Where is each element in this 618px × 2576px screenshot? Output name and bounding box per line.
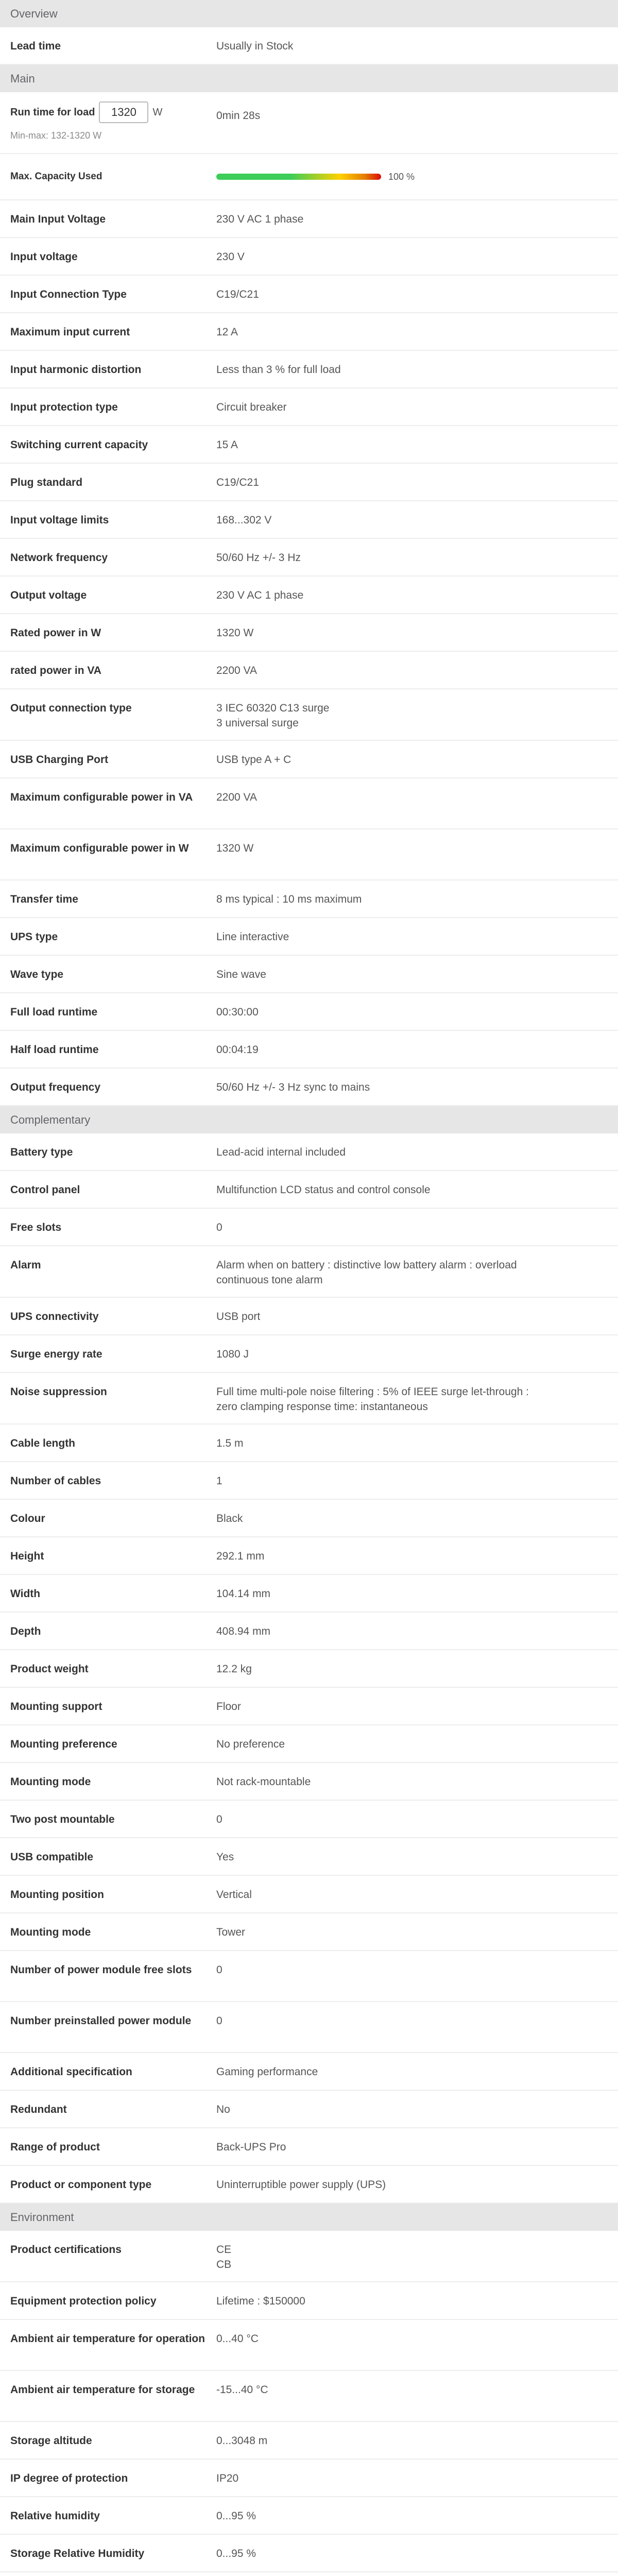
spec-value (216, 2231, 618, 2281)
spec-row (0, 2572, 618, 2576)
spec-label: Alarm (10, 1259, 41, 1271)
spec-label: Input voltage limits (10, 514, 109, 526)
spec-value (216, 1913, 618, 1949)
spec-label: Storage altitude (10, 2435, 92, 2447)
spec-value-line: 12 A (216, 326, 238, 338)
section-header: Overview (0, 0, 618, 27)
capacity-bar-fill (216, 174, 381, 180)
capacity-percent: 100 % (388, 171, 415, 182)
spec-row (0, 1876, 618, 1913)
spec-value-line: CB (216, 2259, 232, 2270)
spec-value (216, 238, 618, 274)
spec-label: Full load runtime (10, 1006, 98, 1018)
spec-value (216, 388, 618, 424)
spec-row (0, 778, 618, 829)
spec-row (0, 1838, 618, 1876)
spec-label: Additional specification (10, 2066, 132, 2078)
spec-label: Two post mountable (10, 1814, 115, 1825)
spec-label: Surge energy rate (10, 1348, 102, 1360)
spec-value (216, 1425, 618, 1460)
spec-value (216, 27, 618, 63)
spec-row (0, 2231, 618, 2282)
spec-value-line: 230 V (216, 251, 245, 263)
spec-value-line: No (216, 2104, 230, 2115)
spec-label: Switching current capacity (10, 439, 148, 451)
spec-label: Transfer time (10, 893, 78, 905)
spec-row (0, 276, 618, 313)
spec-value (216, 1171, 618, 1207)
section-environment (0, 2204, 618, 2576)
spec-value (216, 1069, 618, 1104)
spec-value-line: Circuit breaker (216, 401, 287, 413)
spec-row (0, 652, 618, 689)
spec-value (216, 918, 618, 954)
spec-row (0, 351, 618, 388)
spec-value-line: 1320 W (216, 842, 254, 854)
spec-value (216, 1133, 618, 1169)
spec-value (216, 614, 618, 650)
section-overview (0, 0, 618, 65)
spec-label: Number preinstalled power module (10, 2015, 192, 2027)
spec-label: Width (10, 1588, 41, 1600)
spec-value-line: 3 universal surge (216, 717, 299, 729)
spec-value (216, 1725, 618, 1761)
spec-label: Plug standard (10, 477, 83, 488)
runtime-result: 0min 28s (216, 110, 261, 122)
spec-label: Height (10, 1550, 44, 1562)
spec-label: Half load runtime (10, 1044, 99, 1056)
spec-value-line: 104.14 mm (216, 1588, 271, 1600)
spec-value-line: Vertical (216, 1889, 252, 1901)
spec-row (0, 2422, 618, 2460)
spec-label: Product or component type (10, 2179, 152, 2191)
spec-label: Input harmonic distortion (10, 364, 142, 376)
spec-value-line: 408.94 mm (216, 1625, 271, 1637)
spec-label: Input Connection Type (10, 289, 127, 300)
spec-row (0, 238, 618, 276)
spec-value (216, 2371, 618, 2406)
spec-value-line: 1080 J (216, 1348, 249, 1360)
spec-label: Ambient air temperature for operation (10, 2333, 205, 2345)
spec-label: Battery type (10, 1146, 73, 1158)
spec-value-line: Back-UPS Pro (216, 2141, 286, 2153)
spec-row (0, 2460, 618, 2497)
spec-value-line: 0 (216, 1964, 222, 1976)
spec-value (216, 1209, 618, 1244)
spec-value-line: Lifetime : $150000 (216, 2295, 305, 2307)
spec-value (216, 2320, 618, 2355)
spec-label: Main Input Voltage (10, 213, 106, 225)
spec-value (216, 577, 618, 612)
spec-value-line: Tower (216, 1926, 246, 1938)
spec-value (216, 1763, 618, 1799)
spec-value-line: 1320 W (216, 627, 254, 639)
spec-label: USB compatible (10, 1851, 94, 1863)
spec-value-line: 50/60 Hz +/- 3 Hz sync to mains (216, 1081, 370, 1093)
section-header: Main (0, 65, 618, 92)
spec-value (216, 652, 618, 687)
spec-label: Colour (10, 1513, 45, 1524)
spec-value (216, 1335, 618, 1371)
spec-value (216, 1537, 618, 1573)
spec-value (216, 2091, 618, 2126)
spec-row (0, 426, 618, 464)
runtime-calculator-line (10, 101, 206, 123)
spec-row (0, 27, 618, 65)
spec-value (216, 1373, 618, 1423)
spec-value-line: Gaming performance (216, 2066, 318, 2078)
spec-label: USB Charging Port (10, 754, 109, 766)
spec-value-line: Alarm when on battery : distinctive low battery alarm : overload (216, 1259, 517, 1271)
spec-value-line: 1 (216, 1475, 222, 1487)
spec-row (0, 1298, 618, 1335)
spec-row (0, 1335, 618, 1373)
spec-label: Equipment protection policy (10, 2295, 157, 2307)
spec-label: Mounting mode (10, 1776, 91, 1788)
spec-label: Rated power in W (10, 627, 101, 639)
spec-value (216, 1613, 618, 1648)
spec-row (0, 1031, 618, 1069)
spec-row (0, 1537, 618, 1575)
spec-label: UPS type (10, 931, 58, 943)
spec-label: Maximum configurable power in W (10, 842, 189, 854)
spec-value (216, 993, 618, 1029)
spec-label: Maximum input current (10, 326, 130, 338)
spec-value-line: USB type A + C (216, 754, 291, 766)
spec-row (0, 2320, 618, 2371)
spec-row (0, 1650, 618, 1688)
spec-value-line: 0 (216, 2015, 222, 2027)
spec-row (0, 1575, 618, 1613)
spec-value-line: 0...95 % (216, 2548, 256, 2560)
spec-value (216, 1876, 618, 1911)
spec-value-line: 0 (216, 1222, 222, 1233)
spec-value-line: Line interactive (216, 931, 289, 943)
spec-value-line: CE (216, 2244, 232, 2256)
spec-row (0, 2002, 618, 2053)
spec-value (216, 426, 618, 462)
spec-value-line: zero clamping response time: instantaneous (216, 1401, 428, 1413)
spec-value-line: 0...95 % (216, 2510, 256, 2522)
spec-label: Control panel (10, 1184, 80, 1196)
spec-value (216, 276, 618, 311)
spec-label: Free slots (10, 1222, 62, 1233)
spec-label: Redundant (10, 2104, 67, 2115)
spec-value (216, 2422, 618, 2458)
spec-row (0, 614, 618, 652)
spec-value (216, 2460, 618, 2495)
capacity-label: Max. Capacity Used (10, 171, 102, 182)
spec-value-line: 50/60 Hz +/- 3 Hz (216, 552, 301, 564)
spec-value (216, 1801, 618, 1836)
spec-label: Cable length (10, 1437, 76, 1449)
spec-value (216, 1500, 618, 1535)
spec-row (0, 2497, 618, 2535)
spec-label: Depth (10, 1625, 41, 1637)
spec-label: Number of power module free slots (10, 1964, 192, 1976)
spec-value-line: Multifunction LCD status and control console (216, 1184, 431, 1196)
spec-value (216, 2282, 618, 2318)
spec-row (0, 1500, 618, 1537)
spec-row (0, 1763, 618, 1801)
spec-row (0, 313, 618, 351)
spec-label: Lead time (10, 40, 61, 52)
spec-label (0, 2572, 216, 2576)
spec-label: Network frequency (10, 552, 108, 564)
spec-row (0, 2128, 618, 2166)
spec-value-line: 1.5 m (216, 1437, 244, 1449)
spec-label: Mounting mode (10, 1926, 91, 1938)
spec-row (0, 880, 618, 918)
spec-row (0, 1373, 618, 1425)
spec-row (0, 1246, 618, 1298)
spec-row (0, 1209, 618, 1246)
spec-value-line: No preference (216, 1738, 285, 1750)
spec-value (216, 2497, 618, 2533)
spec-label: Input voltage (10, 251, 78, 263)
spec-row (0, 464, 618, 501)
spec-value (216, 2535, 618, 2570)
spec-label: Range of product (10, 2141, 100, 2153)
spec-row (0, 200, 618, 238)
spec-value (216, 1688, 618, 1723)
spec-value-line: 2200 VA (216, 791, 258, 803)
spec-value-line: Less than 3 % for full load (216, 364, 341, 376)
spec-label: Wave type (10, 969, 64, 980)
spec-value (216, 2572, 618, 2576)
spec-row (0, 577, 618, 614)
spec-label: Storage Relative Humidity (10, 2548, 145, 2560)
spec-row (0, 2371, 618, 2422)
spec-value-line: 00:04:19 (216, 1044, 259, 1056)
spec-value (216, 313, 618, 349)
spec-label: Number of cables (10, 1475, 101, 1487)
spec-label: Input protection type (10, 401, 118, 413)
spec-value-line: continuous tone alarm (216, 1274, 323, 1286)
spec-value-line: USB port (216, 1311, 261, 1323)
spec-row (0, 1688, 618, 1725)
spec-value-line: Lead-acid internal included (216, 1146, 346, 1158)
spec-value-line: Usually in Stock (216, 40, 294, 52)
spec-row (0, 829, 618, 880)
spec-row (0, 1801, 618, 1838)
spec-label: Noise suppression (10, 1386, 107, 1398)
spec-value (216, 778, 618, 814)
spec-row (0, 918, 618, 956)
load-watts-input[interactable] (99, 101, 148, 123)
spec-value-line: Uninterruptible power supply (UPS) (216, 2179, 386, 2191)
runtime-load-label: Run time for load (10, 106, 95, 118)
section-main (0, 65, 618, 1106)
spec-label: Output voltage (10, 589, 87, 601)
spec-value (216, 1298, 618, 1333)
spec-value (216, 2053, 618, 2089)
spec-value-line: 3 IEC 60320 C13 surge (216, 702, 330, 714)
spec-row (0, 539, 618, 577)
spec-value (216, 539, 618, 574)
load-range-hint: Min-max: 132-1320 W (10, 130, 102, 141)
spec-value-line: 292.1 mm (216, 1550, 265, 1562)
spec-row (0, 1425, 618, 1462)
spec-value (216, 1246, 618, 1297)
spec-row (0, 1613, 618, 1650)
spec-value (216, 1951, 618, 1987)
spec-value (216, 2128, 618, 2164)
spec-row (0, 741, 618, 778)
spec-value (216, 956, 618, 991)
spec-row (0, 1462, 618, 1500)
spec-value-line: 0...40 °C (216, 2333, 259, 2345)
capacity-bar (216, 174, 381, 180)
spec-value-line: -15...40 °C (216, 2384, 268, 2396)
spec-value-line: 2200 VA (216, 665, 258, 676)
spec-value (216, 741, 618, 776)
spec-value-line: IP20 (216, 2472, 239, 2484)
spec-label: Output connection type (10, 702, 132, 714)
spec-value-line: 0 (216, 1814, 222, 1825)
load-unit: W (152, 106, 163, 118)
spec-value-line: 0...3048 m (216, 2435, 268, 2447)
spec-value-line: 8 ms typical : 10 ms maximum (216, 893, 362, 905)
spec-value (216, 2166, 618, 2201)
spec-label: Mounting support (10, 1701, 102, 1713)
spec-value (216, 351, 618, 386)
spec-value (216, 1575, 618, 1611)
spec-value (216, 829, 618, 865)
spec-value-line: Sine wave (216, 969, 266, 980)
spec-value-line: Full time multi-pole noise filtering : 5% of IEEE surge let-through : (216, 1386, 529, 1398)
section-complementary (0, 1106, 618, 2204)
spec-value-line: 168...302 V (216, 514, 272, 526)
spec-row (0, 2166, 618, 2204)
spec-value (216, 689, 618, 740)
spec-value-line: Not rack-mountable (216, 1776, 311, 1788)
spec-value (216, 1462, 618, 1498)
spec-value-line: Yes (216, 1851, 234, 1863)
spec-value-line: 15 A (216, 439, 238, 451)
spec-row (0, 1951, 618, 2002)
spec-label: IP degree of protection (10, 2472, 128, 2484)
runtime-calculator-controls (0, 92, 216, 141)
spec-row (0, 388, 618, 426)
section-header: Environment (0, 2204, 618, 2231)
capacity-row (0, 154, 618, 200)
spec-value-line: Black (216, 1513, 243, 1524)
spec-label: Product certifications (10, 2244, 122, 2256)
spec-value (216, 1650, 618, 1686)
spec-label: Ambient air temperature for storage (10, 2384, 195, 2396)
spec-label: Mounting preference (10, 1738, 117, 1750)
spec-row (0, 956, 618, 993)
spec-label: rated power in VA (10, 665, 101, 676)
spec-row (0, 1725, 618, 1763)
spec-value-line: 12.2 kg (216, 1663, 252, 1675)
spec-row (0, 689, 618, 741)
spec-row (0, 1133, 618, 1171)
spec-value-line: 00:30:00 (216, 1006, 259, 1018)
spec-value (216, 1031, 618, 1066)
spec-value-line: 230 V AC 1 phase (216, 589, 304, 601)
spec-value-line: 230 V AC 1 phase (216, 213, 304, 225)
spec-row (0, 993, 618, 1031)
spec-label: Mounting position (10, 1889, 104, 1901)
spec-value-line: Floor (216, 1701, 241, 1713)
spec-row (0, 2282, 618, 2320)
spec-label: UPS connectivity (10, 1311, 99, 1323)
section-header: Complementary (0, 1106, 618, 1133)
spec-label: Product weight (10, 1663, 89, 1675)
spec-row (0, 501, 618, 539)
spec-row (0, 1913, 618, 1951)
spec-value (216, 1838, 618, 1874)
capacity-indicator (216, 172, 415, 182)
runtime-calculator (0, 92, 618, 154)
spec-row (0, 1171, 618, 1209)
spec-label: Maximum configurable power in VA (10, 791, 193, 803)
spec-label: Relative humidity (10, 2510, 100, 2522)
spec-value (216, 880, 618, 916)
spec-value-line: C19/C21 (216, 289, 259, 300)
spec-value (216, 200, 618, 236)
spec-value-line: C19/C21 (216, 477, 259, 488)
spec-value (216, 2002, 618, 2038)
spec-row (0, 1069, 618, 1106)
spec-value (216, 464, 618, 499)
spec-row (0, 2091, 618, 2128)
spec-row (0, 2053, 618, 2091)
spec-value (216, 501, 618, 537)
spec-label: Output frequency (10, 1081, 101, 1093)
spec-row (0, 2535, 618, 2572)
